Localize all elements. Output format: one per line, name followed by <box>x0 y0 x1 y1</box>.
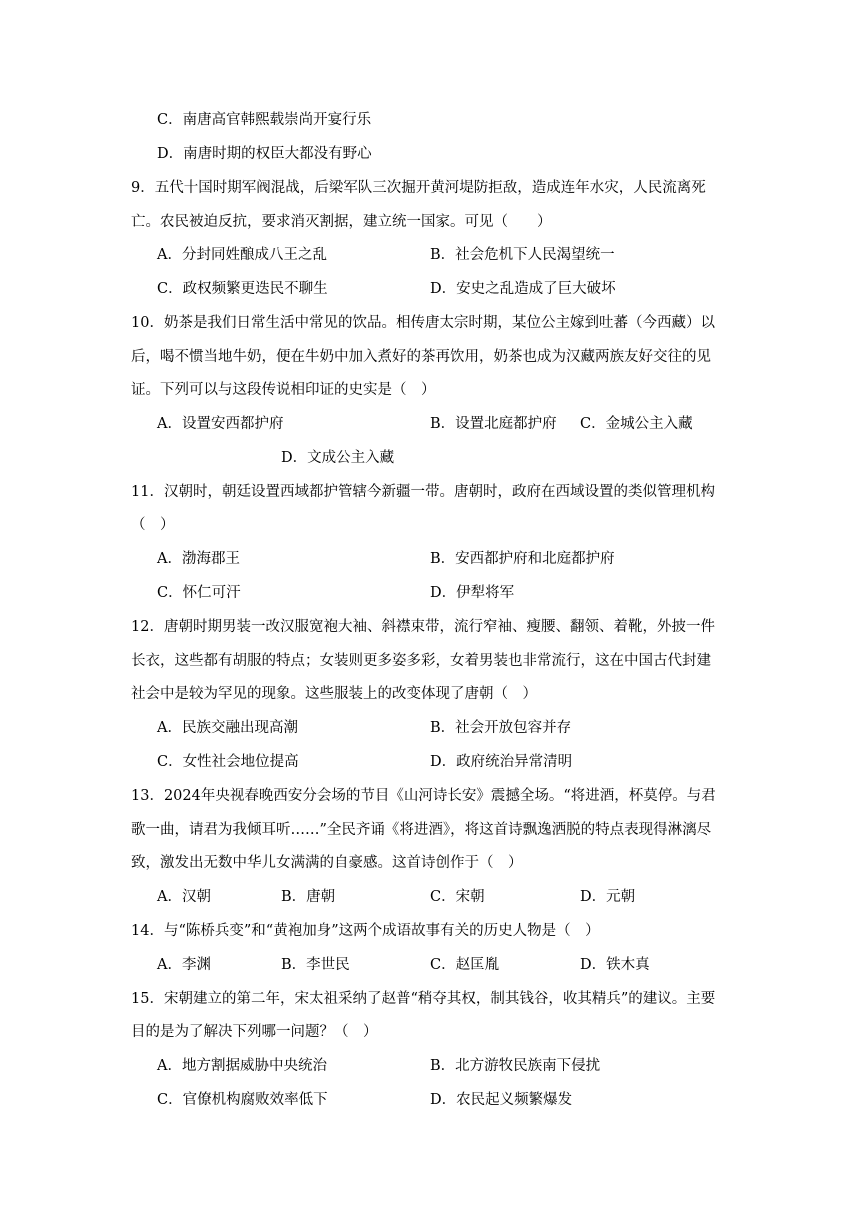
question-11-option-c: C．怀仁可汗 <box>157 585 241 601</box>
question-10-stem-line-3: 证。下列可以与这段传说相印证的史实是（ ） <box>131 382 436 398</box>
question-13-option-b: B．唐朝 <box>281 889 336 905</box>
question-12-option-c: C．女性社会地位提高 <box>157 754 299 770</box>
question-15-option-c: C．官僚机构腐败效率低下 <box>157 1092 328 1108</box>
question-9-option-d: D．安史之乱造成了巨大破坏 <box>430 281 616 297</box>
question-12-stem-line-3: 社会中是较为罕见的现象。这些服装上的改变体现了唐朝（ ） <box>131 686 537 702</box>
question-10-option-d: D．文成公主入藏 <box>281 450 395 466</box>
question-9-stem-line-2: 亡。农民被迫反抗，要求消灭割据，建立统一国家。可见（ ） <box>131 214 552 230</box>
question-14-option-d: D．铁木真 <box>580 957 650 973</box>
question-15-stem-line-2: 目的是为了解决下列哪一问题？（ ） <box>131 1024 378 1040</box>
question-10-option-b: B．设置北庭都护府 <box>430 416 557 432</box>
question-12-option-d: D．政府统治异常清明 <box>430 754 573 770</box>
question-10-option-a: A．设置安西都护府 <box>157 416 284 432</box>
option-c: C．南唐高官韩熙载崇尚开宴行乐 <box>157 112 372 128</box>
option-d: D．南唐时期的权臣大都没有野心 <box>157 146 372 162</box>
question-9-option-c: C．政权频繁更迭民不聊生 <box>157 281 328 297</box>
question-9-option-a: A．分封同姓酿成八王之乱 <box>157 247 327 263</box>
question-9-stem-line-1: 9．五代十国时期军阀混战，后梁军队三次掘开黄河堤防拒敌，造成连年水灾，人民流离死 <box>131 180 706 196</box>
question-11-stem-line-2: （ ） <box>131 517 175 533</box>
question-12-option-b: B．社会开放包容并存 <box>430 720 572 736</box>
question-12-stem-line-1: 12．唐朝时期男装一改汉服宽袍大袖、斜襟束带，流行窄袖、瘦腰、翻领、着靴，外披一件 <box>131 619 715 635</box>
question-11-stem-line-1: 11．汉朝时，朝廷设置西域都护管辖今新疆一带。唐朝时，政府在西域设置的类似管理机构 <box>131 484 715 500</box>
question-10-option-c: C．金城公主入藏 <box>580 416 693 432</box>
question-13-option-a: A．汉朝 <box>157 889 211 905</box>
question-15-option-a: A．地方割据威胁中央统治 <box>157 1058 327 1074</box>
question-14-option-c: C．赵匡胤 <box>430 957 500 973</box>
question-13-option-d: D．元朝 <box>580 889 636 905</box>
question-11-option-a: A．渤海郡王 <box>157 551 240 567</box>
question-14-option-a: A．李渊 <box>157 957 211 973</box>
question-13-stem-line-1: 13．2024年央视春晚西安分会场的节目《山河诗长安》震撼全场。“将进酒，杯莫停。与君 <box>131 788 716 804</box>
question-13-option-c: C．宋朝 <box>430 889 485 905</box>
question-15-option-d: D．农民起义频繁爆发 <box>430 1092 573 1108</box>
question-12-stem-line-2: 长衣，这些都有胡服的特点；女装则更多姿多彩，女着男装也非常流行，这在中国古代封建 <box>131 653 711 669</box>
question-14-stem-line-1: 14．与“陈桥兵变”和“黄袍加身”这两个成语故事有关的历史人物是（ ） <box>131 923 600 939</box>
question-10-stem-line-2: 后，喝不惯当地牛奶，便在牛奶中加入煮好的茶再饮用，奶茶也成为汉藏两族友好交往的见 <box>131 349 711 365</box>
question-11-option-b: B．安西都护府和北庭都护府 <box>430 551 615 567</box>
question-13-stem-line-2: 歌一曲，请君为我倾耳听……”全民齐诵《将进酒》，将这首诗飘逸洒脱的特点表现得淋漓尽 <box>131 822 712 838</box>
question-15-stem-line-1: 15．宋朝建立的第二年，宋太祖采纳了赵普“稍夺其权，制其钱谷，收其精兵”的建议。主要 <box>131 991 716 1007</box>
question-13-stem-line-3: 致，激发出无数中华儿女满满的自豪感。这首诗创作于（ ） <box>131 855 523 871</box>
question-12-option-a: A．民族交融出现高潮 <box>157 720 298 736</box>
question-15-option-b: B．北方游牧民族南下侵扰 <box>430 1058 601 1074</box>
question-11-option-d: D．伊犁将军 <box>430 585 515 601</box>
question-14-option-b: B．李世民 <box>281 957 350 973</box>
question-10-stem-line-1: 10．奶茶是我们日常生活中常见的饮品。相传唐太宗时期，某位公主嫁到吐蕃（今西藏）以 <box>131 315 715 331</box>
question-9-option-b: B．社会危机下人民渴望统一 <box>430 247 615 263</box>
